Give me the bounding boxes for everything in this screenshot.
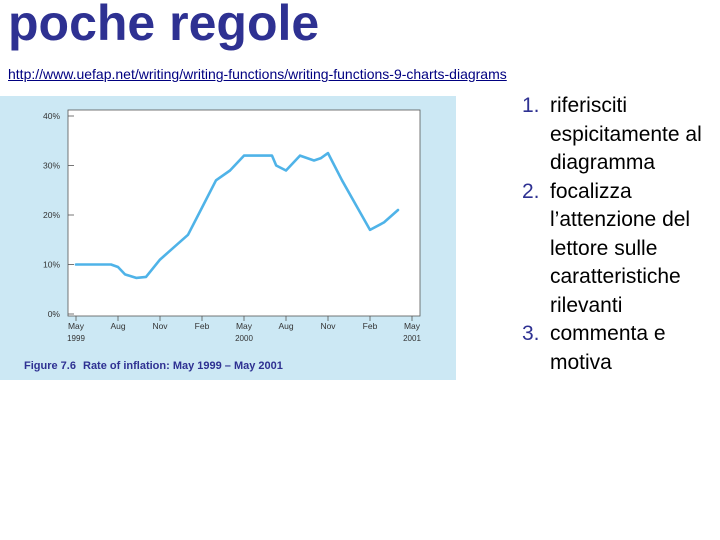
x-tick-label: May (235, 321, 253, 331)
source-link[interactable]: http://www.uefap.net/writing/writing-functions/writing-functions-9-charts-diagrams (8, 66, 507, 82)
data-point (271, 155, 273, 157)
data-point (313, 160, 315, 162)
x-year-label: 2001 (403, 334, 421, 343)
data-point (327, 152, 329, 154)
y-tick-label: 10% (42, 259, 60, 270)
data-point (117, 266, 119, 268)
data-point (215, 179, 217, 181)
plot-area (68, 110, 420, 316)
caption-label: Figure 7.6 (24, 360, 76, 372)
data-point (397, 209, 399, 211)
x-tick-label: Nov (152, 321, 168, 331)
list-item (522, 92, 718, 178)
data-point (341, 179, 343, 181)
data-point (110, 264, 112, 266)
data-point (275, 165, 277, 167)
y-tick-label: 40% (42, 111, 60, 121)
slide-title: poche regole (8, 0, 320, 51)
data-point (201, 207, 203, 209)
data-point (257, 155, 259, 157)
data-point (75, 264, 77, 266)
data-point (145, 276, 147, 278)
data-point (89, 264, 91, 266)
list-item (522, 178, 718, 321)
data-point (299, 155, 301, 157)
data-point (285, 170, 287, 172)
x-tick-label: Feb (362, 321, 378, 331)
x-tick-label: Aug (110, 321, 126, 331)
x-year-label: 1999 (67, 334, 85, 343)
x-tick-label: Feb (194, 321, 210, 331)
data-point (135, 277, 137, 279)
x-tick-label: Nov (320, 321, 336, 331)
data-point (173, 246, 175, 248)
list-number: 1. (522, 94, 540, 117)
data-point (369, 229, 371, 231)
x-tick-label: Aug (278, 321, 294, 331)
data-point (320, 157, 322, 159)
data-point (383, 222, 385, 224)
list-text: focalizza l’attenzione del lettore sulle caratteristiche rilevanti (550, 179, 691, 317)
data-point (243, 155, 245, 157)
data-point (103, 264, 105, 266)
data-point (355, 204, 357, 206)
rules-list (522, 92, 718, 377)
chart-figure (0, 96, 456, 380)
inflation-line-chart (0, 96, 456, 380)
x-tick-label: May (403, 321, 421, 331)
data-point (159, 259, 161, 261)
x-tick-label: May (67, 321, 85, 331)
y-tick-label: 30% (42, 160, 60, 171)
list-text: commenta e motiva (550, 322, 666, 374)
y-tick-label: 0% (47, 309, 60, 319)
data-point (187, 234, 189, 236)
list-number: 2. (522, 179, 540, 203)
list-number: 3. (522, 322, 540, 345)
list-item (522, 320, 718, 377)
data-point (124, 274, 126, 276)
list-text: riferisciti espicitamente al diagramma (550, 94, 702, 174)
caption-text: Rate of inflation: May 1999 – May 2001 (83, 360, 283, 372)
x-year-label: 2000 (235, 334, 253, 343)
y-tick-label: 20% (42, 210, 60, 220)
data-point (229, 170, 231, 172)
